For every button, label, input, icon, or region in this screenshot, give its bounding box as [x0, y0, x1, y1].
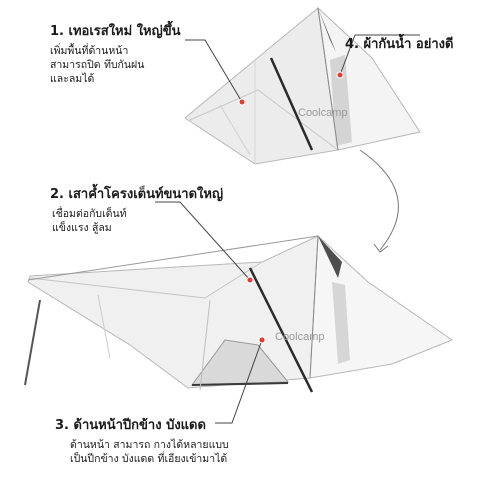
tent-bottom-guy-line — [25, 300, 40, 385]
callout-2-line-2: แข็งแรง สู้ลม — [52, 222, 112, 234]
callout-1-title: 1. เทอเรสใหม่ ใหญ่ขึ้น — [50, 24, 181, 39]
callout-3-line-2: เป็นปีกข้าง บังแดด ที่เอียงเข้ามาได้ — [70, 453, 228, 465]
callout-2-title: 2. เสาค้ำโครงเต็นท์ขนาดใหญ่ — [50, 187, 224, 202]
brand-watermark-top: Coolcamp — [298, 107, 348, 119]
callout-1-line-1: เพิ่มพื้นที่ด้านหน้า — [50, 45, 129, 57]
tent-bottom-illustration — [25, 236, 452, 392]
tent-top-illustration — [185, 8, 420, 164]
callout-3-line-1: ด้านหน้า สามารถ กางได้หลายแบบ — [70, 439, 229, 451]
callout-1-line-3: และลมได้ — [50, 73, 95, 85]
marker-4 — [337, 72, 343, 78]
brand-watermark-bottom: Coolcamp — [275, 331, 325, 343]
callout-1-line-2: สามารถปิด ทึบกันฝน — [50, 59, 145, 71]
callout-3-title: 3. ด้านหน้าปีกข้าง บังแดด — [55, 418, 206, 433]
tent-top-left-panel — [185, 8, 338, 164]
marker-1 — [239, 99, 245, 105]
callout-4-title: 4. ผ้ากันน้ำ อย่างดี — [345, 37, 454, 52]
transition-arrow — [360, 150, 398, 250]
marker-2 — [247, 277, 253, 283]
marker-3 — [259, 337, 265, 343]
callout-2-line-1: เชื่อมต่อกับเต็นท์ — [52, 208, 127, 220]
